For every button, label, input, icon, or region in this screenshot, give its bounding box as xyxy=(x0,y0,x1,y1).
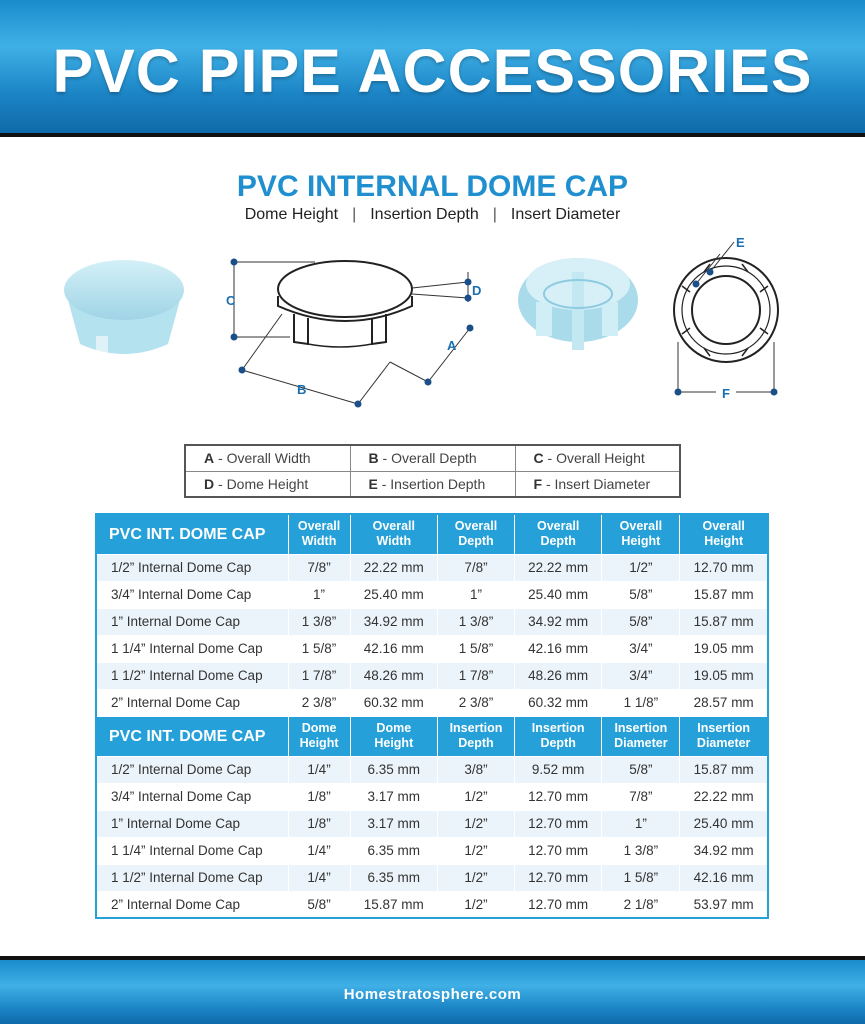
column-header: Overall Height xyxy=(602,514,680,554)
table-row xyxy=(96,662,768,689)
table-cell: 25.40 mm xyxy=(680,810,768,837)
header-row xyxy=(96,514,768,554)
row-label: 1 1/2” Internal Dome Cap xyxy=(96,864,288,891)
table-cell: 15.87 mm xyxy=(680,581,768,608)
dome-cap-diagram xyxy=(50,232,830,432)
table-row xyxy=(96,608,768,635)
row-label: 3/4” Internal Dome Cap xyxy=(96,783,288,810)
table-cell: 42.16 mm xyxy=(514,635,601,662)
row-label: 3/4” Internal Dome Cap xyxy=(96,581,288,608)
table-cell: 28.57 mm xyxy=(680,689,768,716)
column-header: Insertion Depth xyxy=(514,716,601,756)
table-cell: 1/2” xyxy=(437,783,514,810)
table-cell: 1/8” xyxy=(288,810,350,837)
table-cell: 25.40 mm xyxy=(350,581,437,608)
table-cell: 1” xyxy=(288,581,350,608)
column-header: Overall Depth xyxy=(437,514,514,554)
column-header: Insertion Depth xyxy=(437,716,514,756)
table-cell: 5/8” xyxy=(602,608,680,635)
column-header: Overall Depth xyxy=(514,514,601,554)
table-cell: 3.17 mm xyxy=(350,783,437,810)
table-cell: 42.16 mm xyxy=(680,864,768,891)
table-cell: 34.92 mm xyxy=(350,608,437,635)
table-cell: 1 5/8” xyxy=(437,635,514,662)
row-label: 1 1/2” Internal Dome Cap xyxy=(96,662,288,689)
column-header: Overall Width xyxy=(288,514,350,554)
column-header: Overall Width xyxy=(350,514,437,554)
table-cell: 48.26 mm xyxy=(514,662,601,689)
table-row xyxy=(96,810,768,837)
table-cell: 60.32 mm xyxy=(350,689,437,716)
table-cell: 3.17 mm xyxy=(350,810,437,837)
header-row xyxy=(96,716,768,756)
table-cell: 19.05 mm xyxy=(680,662,768,689)
legend-item: A - Overall Width xyxy=(185,445,350,471)
table-row xyxy=(96,689,768,716)
table-cell: 12.70 mm xyxy=(680,554,768,581)
table-cell: 1/4” xyxy=(288,864,350,891)
label-f: F xyxy=(722,386,730,401)
table-cell: 6.35 mm xyxy=(350,864,437,891)
table-cell: 12.70 mm xyxy=(514,891,601,918)
table-cell: 1 3/8” xyxy=(288,608,350,635)
column-header: PVC INT. DOME CAP xyxy=(96,514,288,554)
dimension-labels xyxy=(226,235,745,401)
table-cell: 3/4” xyxy=(602,662,680,689)
table-cell: 2 1/8” xyxy=(602,891,680,918)
table-cell: 2 3/8” xyxy=(288,689,350,716)
legend-item: C - Overall Height xyxy=(515,445,680,471)
label-b: B xyxy=(297,382,307,397)
table-cell: 1/2” xyxy=(437,810,514,837)
table-cell: 1 5/8” xyxy=(288,635,350,662)
table-cell: 48.26 mm xyxy=(350,662,437,689)
cap-photo-front xyxy=(64,260,184,356)
table-cell: 22.22 mm xyxy=(350,554,437,581)
table-cell: 22.22 mm xyxy=(680,783,768,810)
table-cell: 1/2” xyxy=(437,864,514,891)
table-cell: 1/2” xyxy=(437,837,514,864)
table-cell: 5/8” xyxy=(288,891,350,918)
table-cell: 12.70 mm xyxy=(514,837,601,864)
row-label: 2” Internal Dome Cap xyxy=(96,689,288,716)
row-label: 1/2” Internal Dome Cap xyxy=(96,756,288,783)
table-cell: 12.70 mm xyxy=(514,810,601,837)
header-banner xyxy=(0,0,865,137)
table-cell: 1 3/8” xyxy=(602,837,680,864)
table-cell: 9.52 mm xyxy=(514,756,601,783)
table-cell: 7/8” xyxy=(288,554,350,581)
legend-item: D - Dome Height xyxy=(185,471,350,497)
table-cell: 1/2” xyxy=(602,554,680,581)
table-row xyxy=(96,635,768,662)
column-header: Dome Height xyxy=(350,716,437,756)
cap-bottom-drawing xyxy=(674,258,778,362)
table-cell: 1/2” xyxy=(437,891,514,918)
table-row xyxy=(96,864,768,891)
section-title: PVC INTERNAL DOME CAP xyxy=(236,170,629,203)
column-header: Insertion Diameter xyxy=(680,716,768,756)
label-a: A xyxy=(447,338,457,353)
footer-banner xyxy=(0,956,865,1024)
table-row xyxy=(96,756,768,783)
row-label: 2” Internal Dome Cap xyxy=(96,891,288,918)
column-header: Overall Height xyxy=(680,514,768,554)
table-cell: 6.35 mm xyxy=(350,756,437,783)
separator: | xyxy=(492,206,497,223)
table-cell: 1 5/8” xyxy=(602,864,680,891)
legend-row xyxy=(185,471,680,497)
table-row xyxy=(96,783,768,810)
page-title: PVC PIPE ACCESSORIES xyxy=(52,37,813,105)
table-cell: 1/4” xyxy=(288,837,350,864)
row-label: 1” Internal Dome Cap xyxy=(96,810,288,837)
legend-item: F - Insert Diameter xyxy=(515,471,680,497)
row-label: 1/2” Internal Dome Cap xyxy=(96,554,288,581)
row-label: 1” Internal Dome Cap xyxy=(96,608,288,635)
site-name: Homestratosphere.com xyxy=(343,986,522,1003)
label-c: C xyxy=(226,293,236,308)
table-cell: 12.70 mm xyxy=(514,864,601,891)
table-cell: 3/8” xyxy=(437,756,514,783)
legend-row xyxy=(185,445,680,471)
table-cell: 53.97 mm xyxy=(680,891,768,918)
table-cell: 25.40 mm xyxy=(514,581,601,608)
table-cell: 1 7/8” xyxy=(437,662,514,689)
dimension-legend xyxy=(184,444,681,498)
table-row xyxy=(96,891,768,918)
table-cell: 5/8” xyxy=(602,581,680,608)
column-header: PVC INT. DOME CAP xyxy=(96,716,288,756)
table-cell: 1/8” xyxy=(288,783,350,810)
table-cell: 7/8” xyxy=(602,783,680,810)
cap-photo-underside xyxy=(518,258,638,350)
column-header: Dome Height xyxy=(288,716,350,756)
table-cell: 5/8” xyxy=(602,756,680,783)
label-e: E xyxy=(736,235,745,250)
column-header: Insertion Diameter xyxy=(602,716,680,756)
table-cell: 12.70 mm xyxy=(514,783,601,810)
table-cell: 1 3/8” xyxy=(437,608,514,635)
table-row xyxy=(96,837,768,864)
table-row xyxy=(96,554,768,581)
table-cell: 15.87 mm xyxy=(680,756,768,783)
cap-dimension-drawing xyxy=(278,261,412,347)
table-cell: 1” xyxy=(437,581,514,608)
dimension-table xyxy=(95,513,769,919)
table-cell: 34.92 mm xyxy=(514,608,601,635)
table-cell: 15.87 mm xyxy=(350,891,437,918)
table-cell: 42.16 mm xyxy=(350,635,437,662)
separator: | xyxy=(352,206,357,223)
table-cell: 34.92 mm xyxy=(680,837,768,864)
table-cell: 3/4” xyxy=(602,635,680,662)
row-label: 1 1/4” Internal Dome Cap xyxy=(96,837,288,864)
table-cell: 2 3/8” xyxy=(437,689,514,716)
table-cell: 1 7/8” xyxy=(288,662,350,689)
row-label: 1 1/4” Internal Dome Cap xyxy=(96,635,288,662)
table-cell: 1” xyxy=(602,810,680,837)
legend-item: E - Insertion Depth xyxy=(350,471,515,497)
table-cell: 1/4” xyxy=(288,756,350,783)
legend-item: B - Overall Depth xyxy=(350,445,515,471)
label-d: D xyxy=(472,283,482,298)
subtitle-item: Insertion Depth xyxy=(370,206,479,223)
table-cell: 19.05 mm xyxy=(680,635,768,662)
subtitle-item: Dome Height xyxy=(244,206,339,223)
table-cell: 7/8” xyxy=(437,554,514,581)
table-row xyxy=(96,581,768,608)
table-cell: 22.22 mm xyxy=(514,554,601,581)
table-cell: 1 1/8” xyxy=(602,689,680,716)
subtitle xyxy=(0,206,865,224)
table-cell: 15.87 mm xyxy=(680,608,768,635)
table-cell: 6.35 mm xyxy=(350,837,437,864)
subtitle-item: Insert Diameter xyxy=(510,206,621,223)
table-cell: 60.32 mm xyxy=(514,689,601,716)
